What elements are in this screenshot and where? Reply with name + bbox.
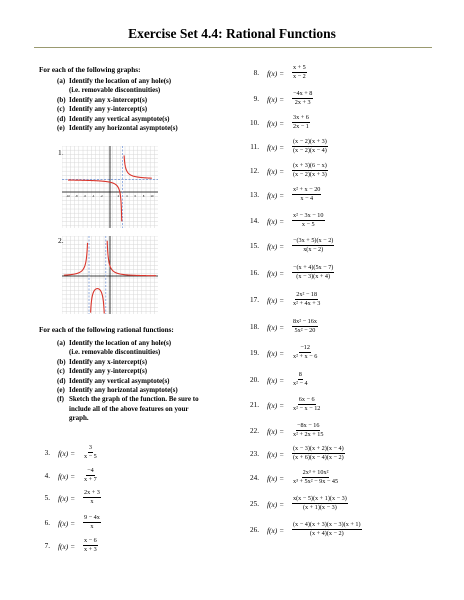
numerator: (x − 4)(x + 3)(x − 3)(x + 1): [293, 521, 361, 528]
function-label: f(x) =: [267, 474, 285, 483]
fraction: [292, 264, 334, 281]
graph-section-task-letter: (a): [57, 77, 66, 85]
function-label: f(x) =: [267, 296, 285, 305]
function-section-task-continuation: [57, 414, 89, 422]
graph-section-task-letter: (e): [57, 124, 65, 132]
function-section-task-letter: (a): [57, 339, 66, 347]
numerator: 3: [88, 444, 92, 451]
graph-section-task-text: Identify the location of any hole(s): [69, 77, 172, 85]
denominator: x(x − 2): [303, 246, 324, 253]
function-section-task-text: Identify any y-intercept(s): [69, 367, 148, 376]
function-label: f(x) =: [58, 449, 76, 458]
function-label: f(x) =: [267, 349, 285, 358]
function-section-task-continuation-text: include all of the above features on your: [69, 404, 189, 413]
graph-section-task-letter: (c): [57, 105, 65, 114]
graph-1-tick-label: -6: [83, 195, 86, 198]
denominator: 2x + 3: [294, 99, 311, 106]
exercise-number: 24.: [250, 474, 259, 482]
denominator: x − 4: [300, 195, 314, 202]
numerator: 2x + 3: [84, 489, 100, 496]
denominator: x: [90, 498, 94, 505]
function-section-task: [57, 377, 170, 385]
numerator: 9 − 4x: [84, 514, 100, 521]
fraction: [292, 291, 321, 308]
fraction: [292, 237, 334, 254]
exercise-number: 3.: [44, 449, 50, 457]
denominator: (x + 1)(x − 3): [302, 504, 337, 511]
function-section-task: [57, 367, 147, 375]
page-title: Exercise Set 4.4: Rational Functions: [128, 26, 336, 41]
function-section-task-continuation-text: (i.e. removable discontinuities): [69, 348, 161, 357]
exercise-number: 7.: [44, 542, 50, 550]
graph-1-tick-label: -4: [92, 195, 95, 198]
fraction: [292, 344, 318, 361]
function-label: f(x) =: [267, 500, 285, 509]
graph-1-tick-label: 8: [142, 195, 145, 198]
graph-section-task-text: Identify any vertical asymptote(s): [69, 114, 170, 123]
exercise-number: 5.: [44, 494, 50, 502]
function-label: f(x) =: [58, 542, 76, 551]
numerator: x² + x − 20: [293, 186, 321, 193]
function-section-task-continuation: [57, 348, 160, 356]
fraction: [83, 514, 101, 531]
graph-1-tick-label: 2: [117, 195, 120, 198]
exercise-number: 19.: [250, 349, 259, 357]
graph-2-curve-middle: [91, 289, 105, 314]
denominator: x² + 2x + 15: [293, 431, 324, 438]
fraction: [292, 469, 339, 486]
exercise-number: 11.: [250, 143, 259, 151]
graph-section-task-letter: (d): [57, 114, 66, 123]
graph-1-tick-label: -10: [66, 195, 70, 198]
denominator: (x − 2)(x + 3): [293, 171, 327, 178]
graph-section-intro: For each of the following graphs:: [39, 66, 141, 74]
exercise-number: 18.: [250, 323, 259, 331]
denominator: x − 5: [301, 221, 315, 228]
fraction: [292, 318, 318, 335]
exercise-number: 6.: [44, 519, 50, 527]
numerator: (x − 2)(x + 3): [293, 138, 327, 145]
function-section-task-letter: (f): [57, 395, 64, 404]
exercise-number: 26.: [250, 526, 259, 534]
denominator: x + 7: [84, 476, 97, 483]
exercise-number: 15.: [250, 242, 259, 250]
function-section-task: [57, 358, 147, 366]
exercise-number: 22.: [250, 427, 259, 435]
fraction: [83, 537, 98, 554]
fraction: [292, 396, 321, 413]
numerator: (x + 3)(6 − x): [293, 162, 327, 169]
fraction: [292, 212, 325, 229]
function-label: f(x) =: [267, 323, 285, 332]
function-label: f(x) =: [267, 526, 285, 535]
denominator: 5x² − 20: [294, 327, 316, 334]
exercise-number: 4.: [44, 472, 50, 480]
numerator: 8: [298, 371, 302, 378]
numerator: x² − 3x − 10: [293, 212, 324, 219]
graph-1-tick-label: 6: [134, 195, 136, 198]
exercise-number: 10.: [250, 119, 259, 127]
function-label: f(x) =: [58, 472, 76, 481]
graph-section-task: [57, 77, 171, 85]
function-label: f(x) =: [267, 119, 285, 128]
graph-section-task: [57, 96, 147, 104]
function-label: f(x) =: [267, 95, 285, 104]
function-label: f(x) =: [267, 269, 285, 278]
fraction: [292, 64, 307, 81]
function-label: f(x) =: [267, 376, 285, 385]
numerator: −(x + 4)(5x − 7): [293, 264, 334, 271]
fraction: [292, 521, 362, 538]
exercise-number: 9.: [253, 95, 259, 103]
denominator: x: [90, 523, 94, 530]
graph-2-number: 2.: [58, 236, 64, 245]
fraction: [83, 444, 98, 461]
graph-1-tick-label: 10: [150, 195, 154, 198]
function-label: f(x) =: [267, 427, 285, 436]
function-section-task-text: Identify the location of any hole(s): [69, 339, 172, 347]
function-label: f(x) =: [267, 217, 285, 226]
function-label: f(x) =: [267, 143, 285, 152]
exercise-number: 20.: [250, 376, 259, 384]
exercise-number: 16.: [250, 269, 259, 277]
fraction: [292, 445, 345, 462]
graph-section-task-continuation-text: (i.e. removable discontinuities): [69, 86, 161, 95]
function-section-task-letter: (c): [57, 367, 65, 376]
function-section-task-letter: (d): [57, 376, 66, 385]
numerator: −12: [300, 344, 310, 351]
denominator: x² + 4x + 3: [293, 300, 321, 307]
numerator: 3x + 6: [293, 114, 309, 121]
exercise-number: 12.: [250, 167, 259, 175]
graph-1-tick-label: 4: [126, 195, 128, 198]
graph-2: [62, 236, 158, 314]
function-label: f(x) =: [267, 242, 285, 251]
numerator: −4: [87, 467, 94, 474]
denominator: x − 2: [293, 73, 306, 80]
function-section-task: [57, 395, 199, 403]
function-section-task-letter: (b): [57, 357, 66, 366]
fraction: [292, 371, 309, 388]
denominator: x² − x − 12: [293, 405, 321, 412]
numerator: x(x − 5)(x + 1)(x − 3): [293, 495, 347, 502]
function-label: f(x) =: [267, 191, 285, 200]
denominator: x − 5: [84, 453, 97, 460]
function-label: f(x) =: [267, 167, 285, 176]
fraction: [83, 467, 98, 484]
fraction: [292, 186, 321, 203]
denominator: x² + x − 6: [293, 353, 318, 360]
numerator: 2x³ + 10x²: [302, 469, 329, 476]
graph-section-task-letter: (b): [57, 95, 66, 104]
graph-section-task-text: Identify any horizontal asymptote(s): [69, 124, 178, 132]
function-label: f(x) =: [58, 519, 76, 528]
numerator: 8x² − 16x: [293, 318, 317, 325]
numerator: −8x − 16: [297, 422, 320, 429]
exercise-number: 14.: [250, 217, 259, 225]
numerator: x + 5: [293, 64, 306, 71]
function-section-task-text: Sketch the graph of the function. Be sure to: [69, 395, 199, 404]
denominator: x³ + 5x² − 9x − 45: [293, 478, 339, 485]
exercise-number: 13.: [250, 191, 259, 199]
fraction: [292, 495, 348, 512]
function-section-task-continuation-text: graph.: [69, 414, 89, 423]
fraction: [292, 90, 313, 107]
exercise-number: 17.: [250, 296, 259, 304]
graph-section-task: [57, 115, 170, 123]
graph-2-curve-right: [107, 241, 156, 276]
denominator: (x + 4)(x − 2): [309, 530, 344, 537]
numerator: 2x² − 18: [296, 291, 318, 298]
fraction: [292, 114, 310, 131]
graph-1: [62, 146, 158, 228]
exercise-number: 8.: [253, 69, 259, 77]
graph-section-task-text: Identify any y-intercept(s): [69, 105, 148, 114]
function-label: f(x) =: [267, 450, 285, 459]
graph-section-task-text: Identify any x-intercept(s): [69, 95, 148, 104]
graph-section-task: [57, 105, 147, 113]
graph-2-curve-left: [64, 243, 88, 275]
function-section-task-text: Identify any horizontal asymptote(s): [69, 386, 178, 394]
fraction: [292, 138, 328, 155]
numerator: −(3x + 5)(x − 2): [293, 237, 334, 244]
function-section-task: [57, 386, 178, 394]
graph-1-tick-label: -2: [100, 195, 103, 198]
graph-1-tick-label: -8: [75, 195, 78, 198]
function-section-task: [57, 339, 171, 347]
exercise-number: 23.: [250, 450, 259, 458]
function-section-intro: For each of the following rational functions:: [39, 326, 174, 334]
denominator: (x − 2)(x − 4): [293, 147, 327, 154]
fraction: [292, 162, 328, 179]
denominator: 2x − 1: [293, 123, 309, 130]
fraction: [292, 422, 325, 439]
graph-section-task: [57, 124, 178, 132]
denominator: (x + 6)(x − 4)(x − 2): [293, 454, 344, 461]
denominator: x² − 4: [293, 380, 308, 387]
numerator: 6x − 6: [298, 396, 315, 403]
function-label: f(x) =: [267, 401, 285, 410]
numerator: x − 6: [84, 537, 97, 544]
graph-section-task-continuation: [57, 86, 160, 94]
function-section-task-continuation: [57, 405, 188, 413]
function-section-task-letter: (e): [57, 386, 65, 394]
exercise-number: 21.: [250, 401, 259, 409]
graph-1-number: 1.: [58, 148, 64, 157]
function-section-task-text: Identify any x-intercept(s): [69, 357, 148, 366]
fraction: [83, 489, 101, 506]
title-divider: [34, 47, 432, 48]
denominator: (x − 3)(x + 4): [296, 273, 331, 280]
numerator: −4x + 8: [293, 90, 313, 97]
numerator: (x − 3)(x + 2)(x − 4): [293, 445, 344, 452]
function-label: f(x) =: [267, 69, 285, 78]
exercise-number: 25.: [250, 500, 259, 508]
function-section-task-text: Identify any vertical asymptote(s): [69, 376, 170, 385]
denominator: x + 3: [84, 546, 97, 553]
function-label: f(x) =: [58, 494, 76, 503]
